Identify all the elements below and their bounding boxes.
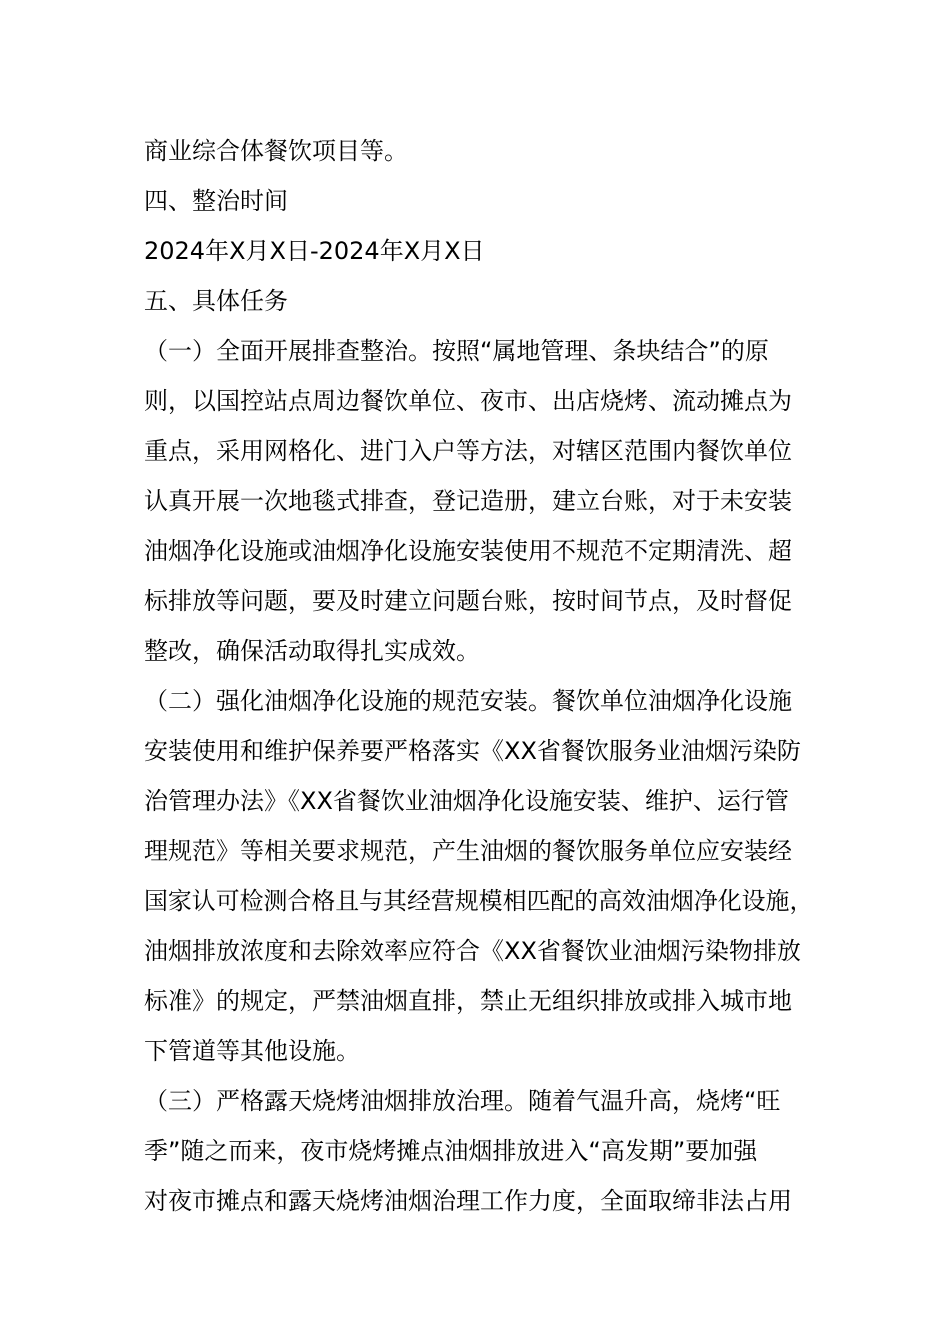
text-line: （一）全面开展排查整治。按照“属地管理、条块结合”的原 <box>144 337 769 365</box>
text-line: 油烟排放浓度和去除效率应符合《XX省餐饮业油烟污染物排放 <box>144 937 801 965</box>
text-line: 安装使用和维护保养要严格落实《XX省餐饮服务业油烟污染防 <box>144 737 801 765</box>
text-line: 对夜市摊点和露天烧烤油烟治理工作力度，全面取缔非法占用 <box>144 1187 792 1215</box>
text-line: 标排放等问题，要及时建立问题台账，按时间节点，及时督促 <box>144 587 792 615</box>
text-line: 整改，确保活动取得扎实成效。 <box>144 637 480 665</box>
text-line: 下管道等其他设施。 <box>144 1037 360 1065</box>
text-line: （三）严格露天烧烤油烟排放治理。随着气温升高，烧烤“旺 <box>144 1087 781 1115</box>
text-line: 治管理办法》《XX省餐饮业油烟净化设施安装、维护、运行管 <box>144 787 789 815</box>
text-line: 则，以国控站点周边餐饮单位、夜市、出店烧烤、流动摊点为 <box>144 387 792 415</box>
text-line: （二）强化油烟净化设施的规范安装。餐饮单位油烟净化设施 <box>144 687 792 715</box>
text-line: 认真开展一次地毯式排查，登记造册，建立台账，对于未安装 <box>144 487 792 515</box>
text-line: 季”随之而来，夜市烧烤摊点油烟排放进入“高发期”要加强 <box>144 1137 758 1165</box>
text-line: 理规范》等相关要求规范，产生油烟的餐饮服务单位应安装经 <box>144 837 792 865</box>
text-line: 重点，采用网格化、进门入户等方法，对辖区范围内餐饮单位 <box>144 437 792 465</box>
text-line: 2024年X月X日-2024年X月X日 <box>144 237 485 265</box>
section-heading: 四、整治时间 <box>144 187 288 215</box>
document-body <box>144 126 814 1226</box>
text-line: 商业综合体餐饮项目等。 <box>144 137 408 165</box>
text-line: 国家认可检测合格且与其经营规模相匹配的高效油烟净化设施， <box>144 887 814 915</box>
section-heading: 五、具体任务 <box>144 287 288 315</box>
text-line: 标准》的规定，严禁油烟直排，禁止无组织排放或排入城市地 <box>144 987 792 1015</box>
text-line: 油烟净化设施或油烟净化设施安装使用不规范不定期清洗、超 <box>144 537 792 565</box>
